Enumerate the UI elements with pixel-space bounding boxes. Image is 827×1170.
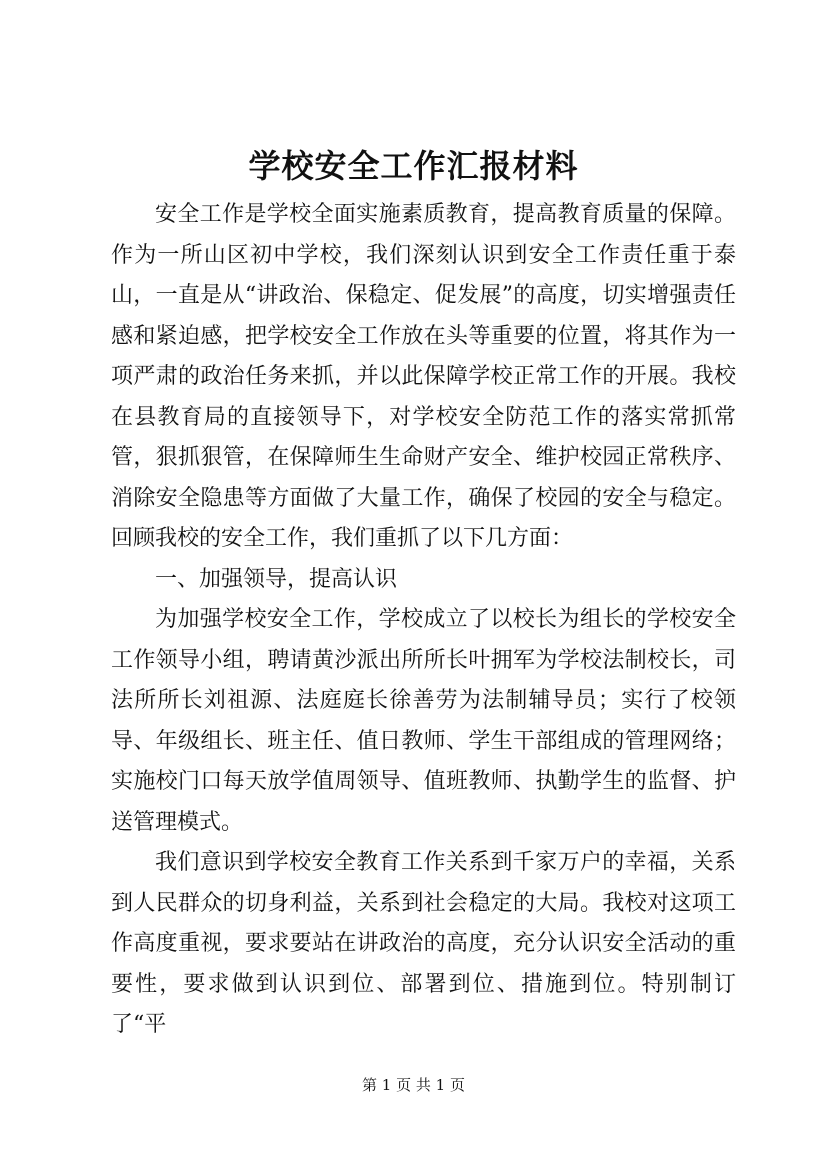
page-footer: 第 1 页 共 1 页 bbox=[362, 1076, 465, 1094]
paragraph-intro: 安全工作是学校全面实施素质教育，提高教育质量的保障。作为一所山区初中学校，我们深刻认识到安全工作责任重于泰山，一直是从“讲政治、保稳定、促发展”的高度，切实增强责任感和紧迫感，把学校安全工作放在头等重要的位置，将其作为一项严肃的政治任务来抓，并以此保障学校正常工作的开展。我校在县教育局的直接领导下，对学校安全防范工作的落实常抓常管，狠抓狠管，在保障师生生命财产安全、维护校园正常秩序、消除安全隐患等方面做了大量工作，确保了校园的安全与稳定。回顾我校的安全工作，我们重抓了以下几方面： bbox=[111, 202, 736, 551]
paragraph-leadership: 为加强学校安全工作，学校成立了以校长为组长的学校安全工作领导小组，聘请黄沙派出所所长叶拥军为学校法制校长，司法所所长刘祖源、法庭庭长徐善劳为法制辅导员；实行了校领导、年级组长、班主任、值日教师、学生干部组成的管理网络；实施校门口每天放学值周领导、值班教师、执勤学生的监督、护送管理模式。 bbox=[111, 607, 736, 835]
paragraph-awareness: 我们意识到学校安全教育工作关系到千家万户的幸福，关系到人民群众的切身利益，关系到社会稳定的大局。我校对这项工作高度重视，要求要站在讲政治的高度，充分认识安全活动的重要性，要求做到认识到位、部署到位、措施到位。特别制订了“平 bbox=[111, 850, 736, 1037]
document-title: 学校安全工作汇报材料 bbox=[248, 147, 579, 185]
section-heading-1: 一、加强领导，提高认识 bbox=[155, 566, 398, 592]
document-body bbox=[111, 195, 736, 1046]
